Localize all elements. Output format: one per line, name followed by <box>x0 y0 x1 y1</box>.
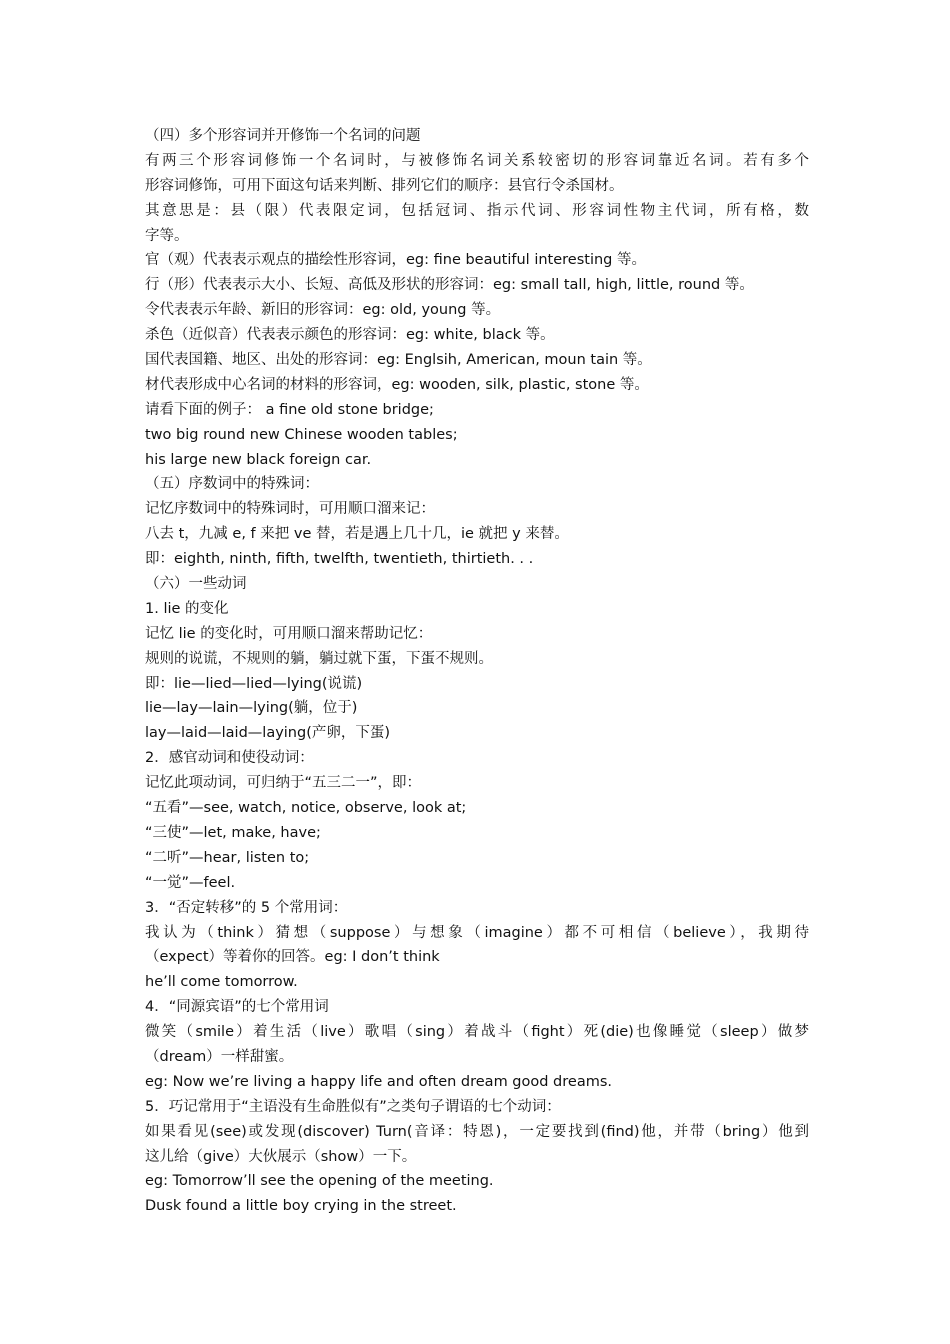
text-line: 官（观）代表表示观点的描绘性形容词，eg: fine beautiful interesting 等。 <box>145 252 646 269</box>
text-line: 如果看见(see)或发现(discover) Turn(音译：特恩)，一定要找到(find)他，并带（bring）他到 <box>145 1123 809 1140</box>
text-line: eg: Now we’re living a happy life and often dream good dreams. <box>145 1073 613 1090</box>
document-body <box>145 124 809 1219</box>
text-line: 记忆序数词中的特殊词时，可用顺口溜来记： <box>145 501 435 518</box>
text-line: 其意思是：县（限）代表限定词，包括冠词、指示代词、形容词性物主代词，所有格，数 <box>145 202 809 219</box>
text-line: two big round new Chinese wooden tables; <box>145 426 458 443</box>
text-line: （五）序数词中的特殊词： <box>145 476 319 493</box>
text-line: 请看下面的例子： a fine old stone bridge; <box>145 401 434 418</box>
text-line: 杀色（近似音）代表表示颜色的形容词：eg: white, black 等。 <box>145 327 555 344</box>
text-line: （dream）一样甜蜜。 <box>145 1048 294 1065</box>
text-line: he’ll come tomorrow. <box>145 974 298 991</box>
text-line: “五看”—see, watch, notice, observe, look at; <box>145 800 467 817</box>
text-line: lie—lay—lain—lying(躺，位于) <box>145 700 358 717</box>
text-line: 4．“同源宾语”的七个常用词 <box>145 999 329 1016</box>
text-line: 令代表表示年龄、新旧的形容词：eg: old, young 等。 <box>145 302 501 319</box>
text-line: 我认为（think）猜想（suppose）与想象（imagine）都不可相信（believe），我期待 <box>145 924 809 941</box>
text-line: 即：eighth, ninth, fifth, twelfth, twentieth, thirtieth. . . <box>145 551 534 568</box>
text-line: his large new black foreign car. <box>145 451 372 468</box>
text-line: 行（形）代表表示大小、长短、高低及形状的形容词：eg: small tall, high, little, round 等。 <box>145 277 754 294</box>
text-line: 5．巧记常用于“主语没有生命胜似有”之类句子谓语的七个动词： <box>145 1098 561 1115</box>
text-line: （expect）等着你的回答。eg: I don’t think <box>145 949 440 966</box>
text-line: 字等。 <box>145 227 189 244</box>
text-line: 八去 t，九减 e, f 来把 ve 替，若是遇上几十几，ie 就把 y 来替。 <box>145 526 569 543</box>
text-line: 有两三个形容词修饰一个名词时，与被修饰名词关系较密切的形容词靠近名词。若有多个 <box>145 152 809 169</box>
text-line: Dusk found a little boy crying in the street. <box>145 1198 457 1215</box>
text-line: 规则的说谎，不规则的躺，躺过就下蛋，下蛋不规则。 <box>145 650 493 667</box>
text-line: （六）一些动词 <box>145 576 247 593</box>
text-line: 国代表国籍、地区、出处的形容词：eg: Englsih, American, moun tain 等。 <box>145 352 652 369</box>
text-line: 3．“否定转移”的 5 个常用词： <box>145 899 348 916</box>
text-line: “一觉”—feel. <box>145 874 236 891</box>
text-line: 这儿给（give）大伙展示（show）一下。 <box>145 1148 417 1165</box>
text-line: “二听”—hear, listen to; <box>145 849 310 866</box>
text-line: 微笑（smile）着生活（live）歌唱（sing）着战斗（fight）死(die)也像睡觉（sleep）做梦 <box>145 1024 809 1041</box>
text-line: （四）多个形容词并开修饰一个名词的问题 <box>145 128 421 144</box>
text-line: 记忆 lie 的变化时，可用顺口溜来帮助记忆： <box>145 625 433 642</box>
text-line: 材代表形成中心名词的材料的形容词，eg: wooden, silk, plastic, stone 等。 <box>145 376 649 393</box>
text-line: 2．感官动词和使役动词： <box>145 750 314 767</box>
text-line: 记忆此项动词，可归纳于“五三二一”，即： <box>145 775 422 792</box>
text-line: 即：lie—lied—lied—lying(说谎) <box>145 675 363 692</box>
text-line: eg: Tomorrow’ll see the opening of the meeting. <box>145 1173 494 1190</box>
text-line: 形容词修饰，可用下面这句话来判断、排列它们的顺序：县官行令杀国材。 <box>145 177 624 194</box>
text-line: “三使”—let, make, have; <box>145 824 321 841</box>
text-line: 1. lie 的变化 <box>145 600 229 617</box>
text-line: lay—laid—laid—laying(产卵，下蛋) <box>145 725 391 742</box>
